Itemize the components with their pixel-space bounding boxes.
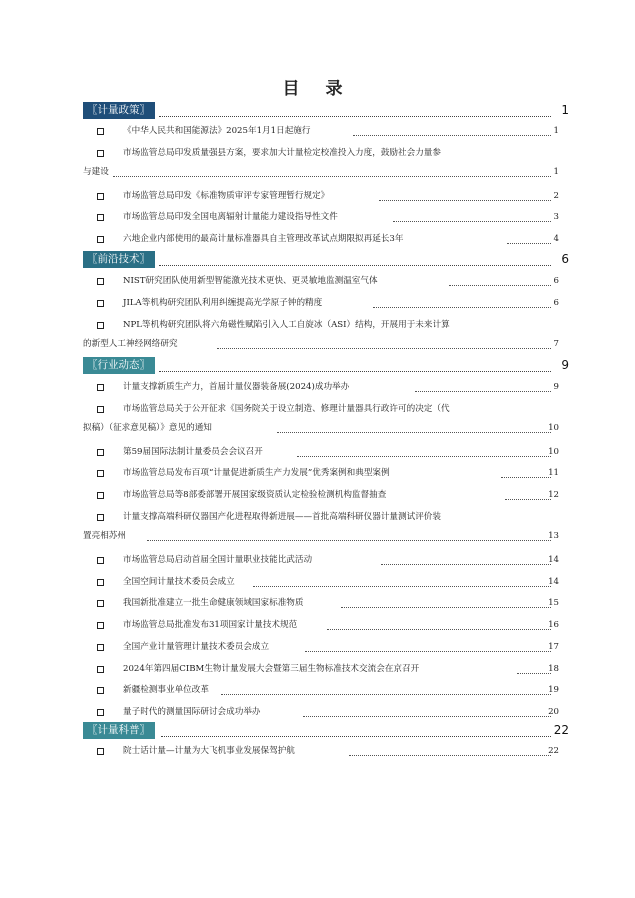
- entry-page-number: 13: [548, 531, 559, 541]
- entry-title: 全国产业计量管理计量技术委员会成立: [123, 642, 270, 652]
- entry-title: 院士话计量—计量为大飞机事业发展保驾护航: [123, 746, 295, 756]
- toc-title: 目 录: [282, 79, 353, 99]
- checkbox-icon: [97, 644, 104, 651]
- entry-title: JILA等机构研究团队利用纠缠提高光学原子钟的精度: [123, 298, 323, 308]
- entry-title: 计量支撑新质生产力，首届计量仪器装备展(2024)成功举办: [123, 382, 350, 392]
- leader-dots: [517, 673, 551, 674]
- entry-title: 市场监管总局印发全国电离辐射计量能力建设指导性文件: [123, 212, 338, 222]
- entry-title-continued: 拟稿）（征求意见稿）》意见的通知: [83, 423, 212, 433]
- checkbox-icon: [97, 470, 104, 477]
- leader-dots: [381, 564, 551, 565]
- entry-title-continued: 与建设: [83, 167, 109, 177]
- section-header-industry-news[interactable]: [83, 357, 569, 374]
- entry-page-number: 17: [548, 642, 559, 652]
- leader-dots: [161, 736, 551, 737]
- section-label: 〖计量科普〗: [83, 722, 155, 739]
- leader-dots: [217, 348, 551, 349]
- section-header-policy[interactable]: [83, 102, 569, 119]
- leader-dots: [341, 607, 551, 608]
- entry-page-number: 1: [553, 126, 559, 136]
- entry-title: 第59届国际法制计量委员会会议召开: [123, 447, 263, 457]
- entry-title: 计量支撑高端科研仪器国产化进程取得新进展——首批高端科研仪器计量测试评价装: [123, 512, 441, 522]
- entry-title: 市场监管总局启动首届全国计量职业技能比武活动: [123, 555, 313, 565]
- entry-title: 新疆检测事业单位改革: [123, 685, 209, 695]
- entry-page-number: 9: [553, 382, 559, 392]
- entry-page-number: 20: [548, 707, 559, 717]
- leader-dots: [379, 200, 551, 201]
- entry-title: 全国空间计量技术委员会成立: [123, 577, 235, 587]
- entry-title: 市场监管总局发布百项“计量促进新质生产力发展”优秀案例和典型案例: [123, 468, 390, 478]
- section-label: 〖行业动态〗: [83, 357, 155, 374]
- toc-entry[interactable]: [83, 315, 559, 355]
- leader-dots: [393, 221, 551, 222]
- checkbox-icon: [97, 236, 104, 243]
- leader-dots: [373, 307, 551, 308]
- checkbox-icon: [97, 687, 104, 694]
- section-page-number: 9: [561, 358, 569, 372]
- leader-dots: [159, 265, 551, 266]
- checkbox-icon: [97, 214, 104, 221]
- checkbox-icon: [97, 579, 104, 586]
- checkbox-icon: [97, 150, 104, 157]
- entry-title: 2024年第四届CIBM生物计量发展大会暨第三届生物标准技术交流会在京召开: [123, 664, 420, 674]
- checkbox-icon: [97, 193, 104, 200]
- leader-dots: [353, 135, 551, 136]
- section-label: 〖前沿技术〗: [83, 251, 155, 268]
- entry-title: 市场监管总局等8部委部署开展国家级资质认定检验检测机构监督抽查: [123, 490, 387, 500]
- entry-page-number: 12: [548, 490, 559, 500]
- leader-dots: [305, 651, 551, 652]
- entry-page-number: 14: [548, 555, 559, 565]
- section-label: 〖计量政策〗: [83, 102, 155, 119]
- leader-dots: [505, 499, 551, 500]
- section-page-number: 1: [561, 103, 569, 117]
- leader-dots: [349, 755, 551, 756]
- section-header-science-popularization[interactable]: [83, 722, 569, 739]
- entry-title-continued: 置亮相苏州: [83, 531, 126, 541]
- entry-page-number: 18: [548, 664, 559, 674]
- checkbox-icon: [97, 300, 104, 307]
- leader-dots: [501, 477, 551, 478]
- leader-dots: [327, 629, 551, 630]
- entry-page-number: 1: [553, 167, 559, 177]
- checkbox-icon: [97, 492, 104, 499]
- leader-dots: [449, 285, 551, 286]
- entry-page-number: 4: [553, 234, 559, 244]
- section-page-number: 22: [553, 723, 569, 737]
- checkbox-icon: [97, 514, 104, 521]
- entry-title: 市场监管总局关于公开征求《国务院关于设立制造、修理计量器具行政许可的决定（代: [123, 404, 450, 414]
- checkbox-icon: [97, 748, 104, 755]
- entry-title: 市场监管总局印发《标准物质审评专家管理暂行规定》: [123, 191, 330, 201]
- section-header-frontier-tech[interactable]: [83, 251, 569, 268]
- entry-title: 《中华人民共和国能源法》2025年1月1日起施行: [123, 126, 311, 136]
- checkbox-icon: [97, 709, 104, 716]
- leader-dots: [221, 694, 551, 695]
- entry-page-number: 2: [553, 191, 559, 201]
- entry-page-number: 7: [553, 339, 559, 349]
- leader-dots: [507, 243, 551, 244]
- leader-dots: [113, 176, 551, 177]
- section-page-number: 6: [561, 252, 569, 266]
- checkbox-icon: [97, 322, 104, 329]
- entry-page-number: 6: [553, 298, 559, 308]
- leader-dots: [297, 456, 551, 457]
- checkbox-icon: [97, 557, 104, 564]
- entry-title-continued: 的新型人工神经网络研究: [83, 339, 178, 349]
- toc-entry[interactable]: [83, 507, 559, 547]
- entry-title: 市场监管总局印发质量强县方案，要求加大计量检定校准投入力度，鼓励社会力量参: [123, 148, 441, 158]
- leader-dots: [303, 716, 551, 717]
- entry-title: 六地企业内部使用的最高计量标准器具自主管理改革试点期限拟再延长3年: [123, 234, 404, 244]
- leader-dots: [253, 586, 551, 587]
- checkbox-icon: [97, 666, 104, 673]
- entry-page-number: 22: [548, 746, 559, 756]
- leader-dots: [415, 391, 551, 392]
- entry-page-number: 15: [548, 598, 559, 608]
- leader-dots: [147, 540, 551, 541]
- leader-dots: [159, 371, 551, 372]
- entry-title: NIST研究团队使用新型智能激光技术更快、更灵敏地监测温室气体: [123, 276, 378, 286]
- leader-dots: [277, 432, 551, 433]
- entry-page-number: 19: [548, 685, 559, 695]
- leader-dots: [159, 116, 551, 117]
- checkbox-icon: [97, 278, 104, 285]
- entry-page-number: 3: [553, 212, 559, 222]
- entry-title: NPL等机构研究团队将六角磁性赋陷引入人工自旋冰（ASI）结构，开展用于未来计算: [123, 320, 450, 330]
- toc-entry[interactable]: [83, 399, 559, 439]
- entry-page-number: 10: [548, 423, 559, 433]
- checkbox-icon: [97, 622, 104, 629]
- checkbox-icon: [97, 128, 104, 135]
- entry-page-number: 16: [548, 620, 559, 630]
- entry-title: 市场监管总局批准发布31项国家计量技术规范: [123, 620, 298, 630]
- toc-entry[interactable]: [83, 143, 559, 183]
- entry-page-number: 10: [548, 447, 559, 457]
- entry-page-number: 14: [548, 577, 559, 587]
- entry-page-number: 11: [548, 468, 559, 478]
- entry-title: 量子时代的测量国际研讨会成功举办: [123, 707, 261, 717]
- checkbox-icon: [97, 406, 104, 413]
- entry-page-number: 6: [553, 276, 559, 286]
- checkbox-icon: [97, 600, 104, 607]
- checkbox-icon: [97, 449, 104, 456]
- checkbox-icon: [97, 384, 104, 391]
- entry-title: 我国新批准建立一批生命健康领域国家标准物质: [123, 598, 304, 608]
